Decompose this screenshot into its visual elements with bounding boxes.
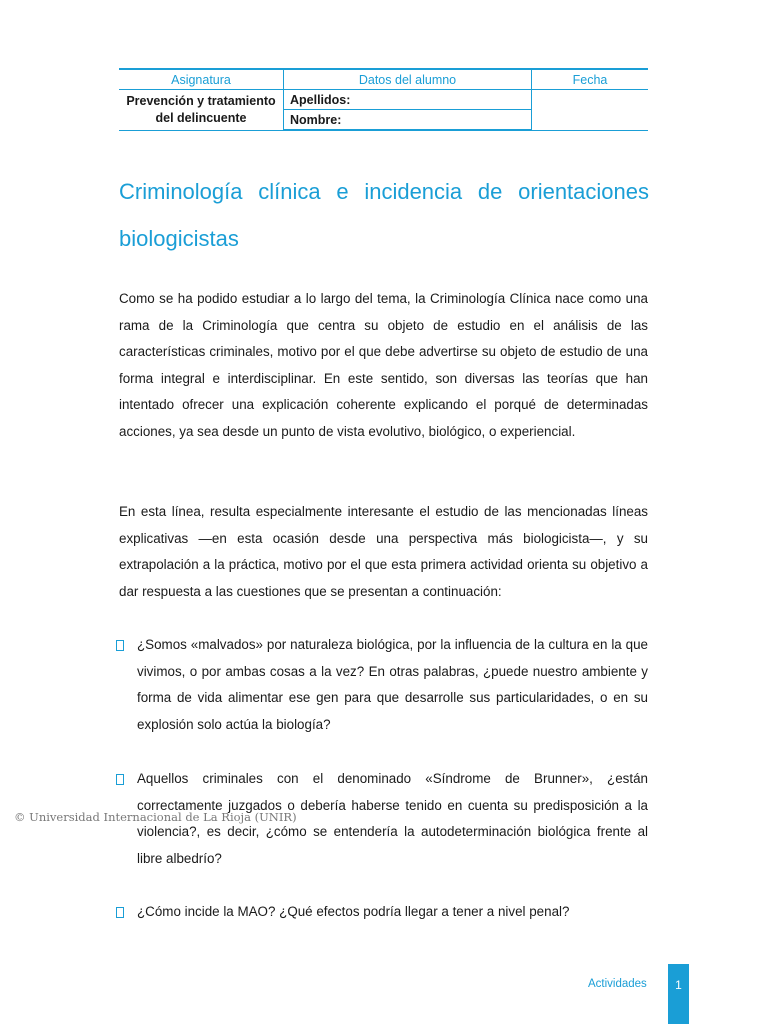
bullet-icon	[116, 907, 124, 918]
header-col-student: Datos del alumno	[284, 69, 532, 90]
subject-cell: Prevención y tratamiento del delincuente	[119, 90, 284, 131]
bullet-icon	[116, 774, 124, 785]
page-title: Criminología clínica e incidencia de orientaciones biologicistas	[119, 179, 649, 251]
question-item: Aquellos criminales con el denominado «Síndrome de Brunner», ¿están correctamente juzgados o debería haberse tenido en cuenta su predisposición a la violencia?, es decir, ¿cómo se entendería la autodeterminación biológica frente al libre albedrío?	[137, 771, 648, 866]
date-field	[532, 90, 649, 131]
header-table	[119, 68, 648, 131]
header-col-date: Fecha	[532, 69, 649, 90]
paragraph-context: En esta línea, resulta especialmente interesante el estudio de las mencionadas líneas explicativas —en esta ocasión desde una perspectiva más biologicista—, y su extrapolación a la práctica, motivo por el que esta primera actividad orienta su objetivo a dar respuesta a las cuestiones que se presentan a continuación:	[119, 504, 648, 599]
name-field: Nombre:	[284, 110, 532, 131]
question-item: ¿Cómo incide la MAO? ¿Qué efectos podría llegar a tener a nivel penal?	[137, 904, 570, 919]
surname-field: Apellidos:	[284, 90, 532, 110]
bullet-icon	[116, 640, 124, 651]
page-number: 1	[668, 964, 689, 1024]
paragraph-intro: Como se ha podido estudiar a lo largo del tema, la Criminología Clínica nace como una rama de la Criminología que centra su objeto de estudio en el análisis de las características criminales, motivo por el que debe advertirse su objeto de estudio de una forma integral e interdisciplinar. En este sentido, son diversas las teorías que han intentado ofrecer una explicación coherente explicando el porqué de determinadas acciones, ya sea desde un punto de vista evolutivo, biológico, o experiencial.	[119, 291, 648, 439]
question-item: ¿Somos «malvados» por naturaleza biológica, por la influencia de la cultura en la que vivimos, o por ambas cosas a la vez? En otras palabras, ¿puede nuestro ambiente y forma de vida alimentar ese gen para que desarrolle sus particularidades, o en su explosión solo actúa la biología?	[137, 637, 648, 732]
footer-section-label: Actividades	[588, 978, 647, 990]
header-col-subject: Asignatura	[119, 69, 284, 90]
copyright-notice: © Universidad Internacional de La Rioja (UNIR)	[14, 810, 297, 824]
